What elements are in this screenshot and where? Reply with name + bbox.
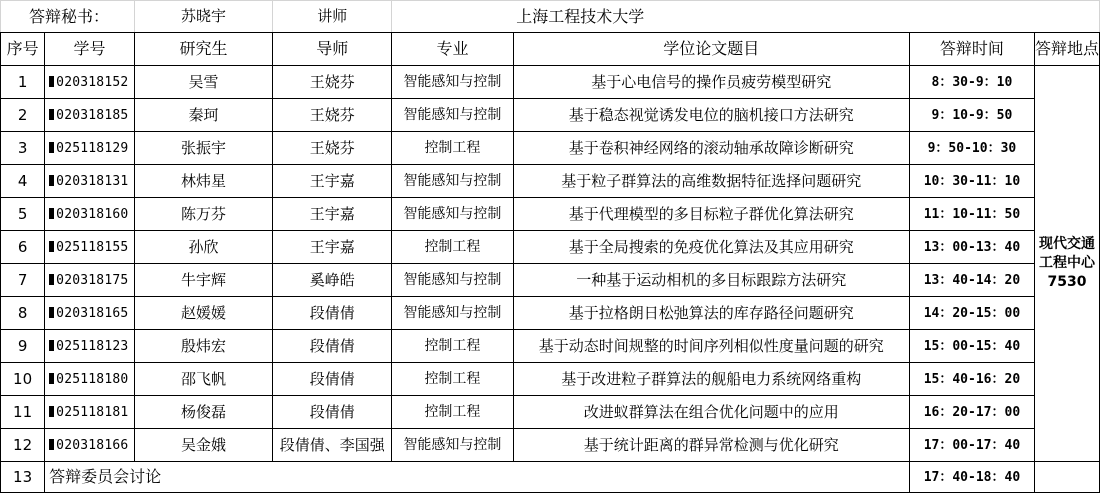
student-name: 牛宇辉 [134, 264, 272, 297]
defense-time: 8：30-9：10 [909, 66, 1034, 99]
university-name: 上海工程技术大学 [392, 1, 1100, 33]
major: 控制工程 [392, 363, 513, 396]
table-row [1, 165, 1100, 198]
defense-time: 13：00-13：40 [909, 231, 1034, 264]
thesis-title: 基于心电信号的操作员疲劳模型研究 [513, 66, 909, 99]
student-name: 孙欣 [134, 231, 272, 264]
student-name: 杨俊磊 [134, 396, 272, 429]
table-row [1, 396, 1100, 429]
id-marker-icon [49, 208, 54, 219]
major: 智能感知与控制 [392, 66, 513, 99]
committee-discussion-row [1, 462, 1100, 493]
defense-time: 15：40-16：20 [909, 363, 1034, 396]
row-no: 2 [1, 99, 45, 132]
major: 智能感知与控制 [392, 165, 513, 198]
advisor-name: 段倩倩 [273, 363, 392, 396]
student-name: 邵飞帆 [134, 363, 272, 396]
student-id [45, 198, 135, 231]
col-header-thesis-title: 学位论文题目 [513, 33, 909, 66]
defense-time: 17：00-17：40 [909, 429, 1034, 462]
thesis-title: 基于卷积神经网络的滚动轴承故障诊断研究 [513, 132, 909, 165]
row-no: 1 [1, 66, 45, 99]
advisor-name: 王宇嘉 [273, 198, 392, 231]
student-name: 张振宇 [134, 132, 272, 165]
defense-location: 现代交通工程中心 7530 [1034, 66, 1099, 462]
student-id [45, 297, 135, 330]
id-marker-icon [49, 76, 54, 87]
student-id [45, 330, 135, 363]
row-no: 5 [1, 198, 45, 231]
student-id [45, 429, 135, 462]
secretary-title: 讲师 [273, 1, 392, 33]
defense-time: 15：00-15：40 [909, 330, 1034, 363]
thesis-title: 基于稳态视觉诱发电位的脑机接口方法研究 [513, 99, 909, 132]
thesis-title: 基于代理模型的多目标粒子群优化算法研究 [513, 198, 909, 231]
student-id [45, 132, 135, 165]
thesis-title: 基于全局搜索的免疫优化算法及其应用研究 [513, 231, 909, 264]
defense-time: 11：10-11：50 [909, 198, 1034, 231]
student-name: 吴雪 [134, 66, 272, 99]
col-header-student-id: 学号 [45, 33, 135, 66]
student-id [45, 231, 135, 264]
student-id [45, 66, 135, 99]
student-id-text: 020318165 [56, 305, 129, 321]
defense-time: 9：10-9：50 [909, 99, 1034, 132]
table-row [1, 297, 1100, 330]
student-id [45, 264, 135, 297]
student-name: 陈万芬 [134, 198, 272, 231]
student-name: 吴金娥 [134, 429, 272, 462]
student-id-text: 025118180 [56, 371, 129, 387]
major: 智能感知与控制 [392, 297, 513, 330]
col-header-time: 答辩时间 [909, 33, 1034, 66]
table-row [1, 264, 1100, 297]
defense-time: 10：30-11：10 [909, 165, 1034, 198]
defense-time: 9：50-10：30 [909, 132, 1034, 165]
col-header-location: 答辩地点 [1034, 33, 1099, 66]
major: 智能感知与控制 [392, 99, 513, 132]
header-row [1, 1, 1100, 33]
major: 控制工程 [392, 396, 513, 429]
student-id-text: 020318160 [56, 206, 129, 222]
advisor-name: 王宇嘉 [273, 231, 392, 264]
student-id-text: 020318175 [56, 272, 129, 288]
id-marker-icon [49, 274, 54, 285]
row-no: 9 [1, 330, 45, 363]
table-row [1, 99, 1100, 132]
row-no: 3 [1, 132, 45, 165]
thesis-title: 基于粒子群算法的高维数据特征选择问题研究 [513, 165, 909, 198]
row-no: 11 [1, 396, 45, 429]
student-name: 秦珂 [134, 99, 272, 132]
major: 控制工程 [392, 132, 513, 165]
table-row [1, 429, 1100, 462]
student-name: 林炜星 [134, 165, 272, 198]
defense-time: 14：20-15：00 [909, 297, 1034, 330]
student-name: 殷炜宏 [134, 330, 272, 363]
major: 控制工程 [392, 231, 513, 264]
student-id-text: 020318131 [56, 173, 129, 189]
student-id-text: 025118129 [56, 140, 129, 156]
secretary-label: 答辩秘书： [1, 1, 135, 33]
row-no: 6 [1, 231, 45, 264]
student-id [45, 363, 135, 396]
row-no: 10 [1, 363, 45, 396]
col-header-major: 专业 [392, 33, 513, 66]
student-name: 赵媛媛 [134, 297, 272, 330]
major: 智能感知与控制 [392, 264, 513, 297]
advisor-name: 段倩倩、李国强 [273, 429, 392, 462]
row-no: 8 [1, 297, 45, 330]
thesis-title: 基于统计距离的群异常检测与优化研究 [513, 429, 909, 462]
major: 控制工程 [392, 330, 513, 363]
advisor-name: 王娆芬 [273, 66, 392, 99]
secretary-name: 苏晓宇 [134, 1, 272, 33]
committee-discussion-label: 答辩委员会讨论 [45, 462, 910, 493]
thesis-title: 基于改进粒子群算法的舰船电力系统网络重构 [513, 363, 909, 396]
id-marker-icon [49, 373, 54, 384]
defense-time: 13：40-14：20 [909, 264, 1034, 297]
advisor-name: 奚峥皓 [273, 264, 392, 297]
student-id [45, 396, 135, 429]
id-marker-icon [49, 307, 54, 318]
advisor-name: 王娆芬 [273, 99, 392, 132]
id-marker-icon [49, 241, 54, 252]
column-header-row [1, 33, 1100, 66]
major: 智能感知与控制 [392, 198, 513, 231]
student-id-text: 020318185 [56, 107, 129, 123]
table-row [1, 231, 1100, 264]
major: 智能感知与控制 [392, 429, 513, 462]
col-header-no: 序号 [1, 33, 45, 66]
table-row [1, 363, 1100, 396]
advisor-name: 王宇嘉 [273, 165, 392, 198]
student-id-text: 025118155 [56, 239, 129, 255]
thesis-title: 改进蚁群算法在组合优化问题中的应用 [513, 396, 909, 429]
table-row [1, 66, 1100, 99]
id-marker-icon [49, 109, 54, 120]
advisor-name: 段倩倩 [273, 330, 392, 363]
table-row [1, 198, 1100, 231]
student-id [45, 99, 135, 132]
col-header-student: 研究生 [134, 33, 272, 66]
empty-location-cell [1034, 462, 1099, 493]
student-id-text: 025118123 [56, 338, 129, 354]
table-row [1, 132, 1100, 165]
id-marker-icon [49, 175, 54, 186]
thesis-title: 基于动态时间规整的时间序列相似性度量问题的研究 [513, 330, 909, 363]
advisor-name: 段倩倩 [273, 297, 392, 330]
table-row [1, 330, 1100, 363]
col-header-advisor: 导师 [273, 33, 392, 66]
student-id-text: 020318152 [56, 74, 129, 90]
id-marker-icon [49, 406, 54, 417]
id-marker-icon [49, 340, 54, 351]
id-marker-icon [49, 142, 54, 153]
defense-time: 17：40-18：40 [909, 462, 1034, 493]
advisor-name: 王娆芬 [273, 132, 392, 165]
student-id-text: 020318166 [56, 437, 129, 453]
row-no: 12 [1, 429, 45, 462]
thesis-title: 基于拉格朗日松弛算法的库存路径问题研究 [513, 297, 909, 330]
row-no: 7 [1, 264, 45, 297]
id-marker-icon [49, 439, 54, 450]
row-no: 13 [1, 462, 45, 493]
advisor-name: 段倩倩 [273, 396, 392, 429]
student-id [45, 165, 135, 198]
row-no: 4 [1, 165, 45, 198]
thesis-title: 一种基于运动相机的多目标跟踪方法研究 [513, 264, 909, 297]
student-id-text: 025118181 [56, 404, 129, 420]
defense-time: 16：20-17：00 [909, 396, 1034, 429]
